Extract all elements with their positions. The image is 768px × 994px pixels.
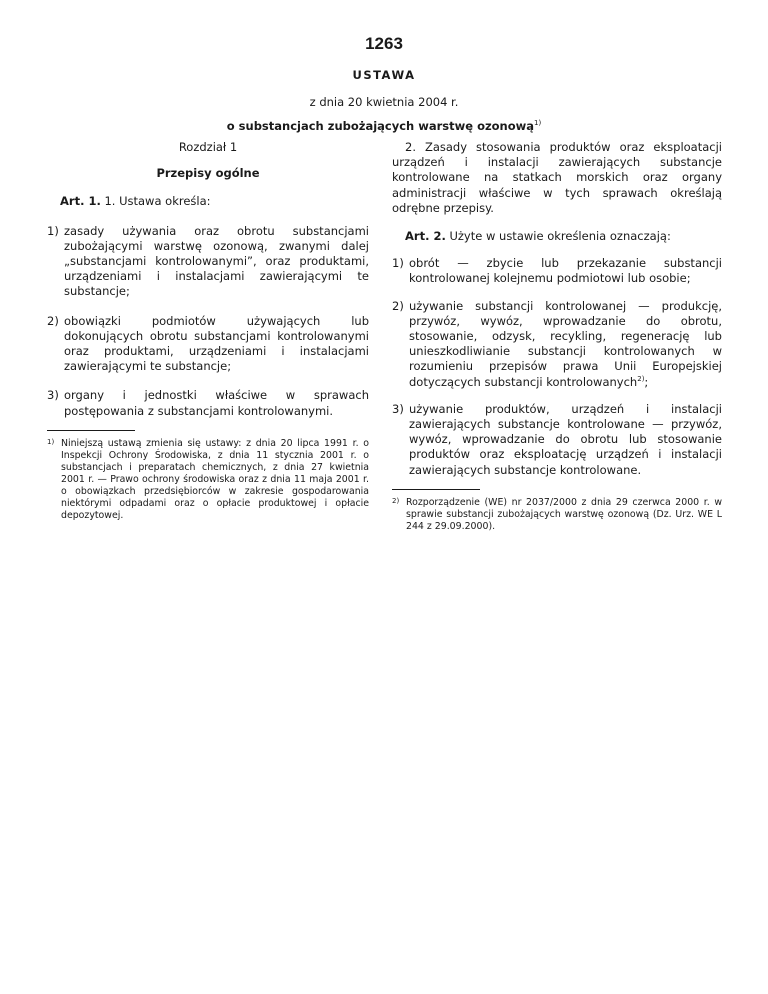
list-item bbox=[47, 224, 369, 300]
right-column bbox=[392, 140, 722, 533]
footnote-1 bbox=[47, 438, 369, 522]
footnote-2-mark: 2) bbox=[392, 496, 400, 505]
list-item-tail: ; bbox=[644, 374, 649, 389]
chapter-heading: Rozdział 1 bbox=[178, 140, 238, 154]
list-item-number: 1) bbox=[47, 223, 59, 238]
left-column bbox=[47, 140, 369, 522]
list-item bbox=[392, 256, 722, 286]
page-number: 1263 bbox=[365, 34, 403, 53]
list-item bbox=[392, 299, 722, 390]
document-title-text: o substancjach zubożających warstwę ozonową bbox=[226, 119, 535, 133]
article-2-text: Użyte w ustawie określenia oznaczają: bbox=[445, 229, 671, 244]
list-item-text: obowiązki podmiotów używających lub dokonujących obrotu substancjami kontrolowanymi oraz produktami, urządzeniami i instalacjami zawierającymi te substancje; bbox=[64, 313, 369, 374]
list-item-number: 3) bbox=[392, 401, 404, 416]
footnote-2 bbox=[392, 497, 722, 533]
list-item bbox=[47, 314, 369, 375]
article-1-paragraph-2: 2. Zasady stosowania produktów oraz eksploatacji urządzeń i instalacji zawierających substancje kontrolowane na statkach morskich oraz organy administracji właściwe w tych sprawach określają odrębne przepisy. bbox=[392, 140, 722, 215]
list-item-number: 2) bbox=[47, 313, 59, 328]
list-item-text: zasady używania oraz obrotu substancjami zubożającymi warstwę ozonową, zwanymi dalej „substancjami kontrolowanymi”, oraz produktami, urządzeniami i instalacjami zawierającymi te substancje; bbox=[64, 223, 369, 299]
footnote-1-text: Niniejszą ustawą zmienia się ustawy: z dnia 20 lipca 1991 r. o Inspekcji Ochrony Środowiska, z dnia 11 stycznia 2001 r. o substancjach i preparatach chemicznych, z dnia 27 kwietnia 2001 r. — Prawo ochrony środowiska oraz z dnia 11 maja 2001 r. o obowiązkach przedsiębiorców w zakresie gospodarowania niektórymi odpadami oraz o opłacie produktowej i opłacie depozytowej. bbox=[61, 437, 369, 521]
article-2-intro bbox=[392, 229, 722, 244]
document-date: z dnia 20 kwietnia 2004 r. bbox=[309, 95, 459, 109]
list-item-number: 2) bbox=[392, 298, 404, 313]
footnote-divider bbox=[392, 489, 480, 490]
list-item-text: organy i jednostki właściwe w sprawach postępowania z substancjami kontrolowanymi. bbox=[64, 388, 369, 418]
footnote-ref-2: 2) bbox=[637, 374, 645, 383]
footnote-2-text: Rozporządzenie (WE) nr 2037/2000 z dnia 29 czerwca 2000 r. w sprawie substancji zubożających warstwę ozonową (Dz. Urz. WE L 244 z 29.09.2000). bbox=[406, 496, 722, 532]
list-item-number: 3) bbox=[47, 388, 59, 403]
footnote-1-mark: 1) bbox=[47, 437, 55, 446]
document-type: USTAWA bbox=[352, 68, 416, 82]
article-1-text: 1. Ustawa określa: bbox=[100, 194, 211, 209]
list-item-number: 1) bbox=[392, 256, 404, 271]
list-item-text: używanie produktów, urządzeń i instalacji zawierających substancje kontrolowane — przywóz, wywóz, wprowadzanie do obrotu lub stosowanie produktów oraz eksploatację urządzeń i instalacji zawierających substancje kontrolowane. bbox=[409, 401, 722, 477]
list-item bbox=[392, 402, 722, 478]
footnote-ref-1: 1) bbox=[534, 119, 542, 128]
footnote-divider bbox=[47, 430, 135, 431]
list-item-text: obrót — zbycie lub przekazanie substancji kontrolowanej kolejnemu podmiotowi lub osobie; bbox=[409, 256, 722, 286]
article-1-intro bbox=[47, 194, 369, 209]
article-1-label: Art. 1. bbox=[60, 194, 101, 209]
section-heading: Przepisy ogólne bbox=[156, 166, 260, 181]
article-2-label: Art. 2. bbox=[405, 229, 446, 244]
document-title bbox=[0, 119, 768, 133]
list-item bbox=[47, 388, 369, 418]
list-item-text: używanie substancji kontrolowanej — produkcję, przywóz, wywóz, wprowadzanie do obrotu, stosowanie, odzysk, recykling, regenerację lub unieszkodliwianie substancji kontrolowanych w rozumieniu przepisów prawa Unii Europejskiej dotyczących substancji kontrolowanych bbox=[409, 298, 722, 389]
